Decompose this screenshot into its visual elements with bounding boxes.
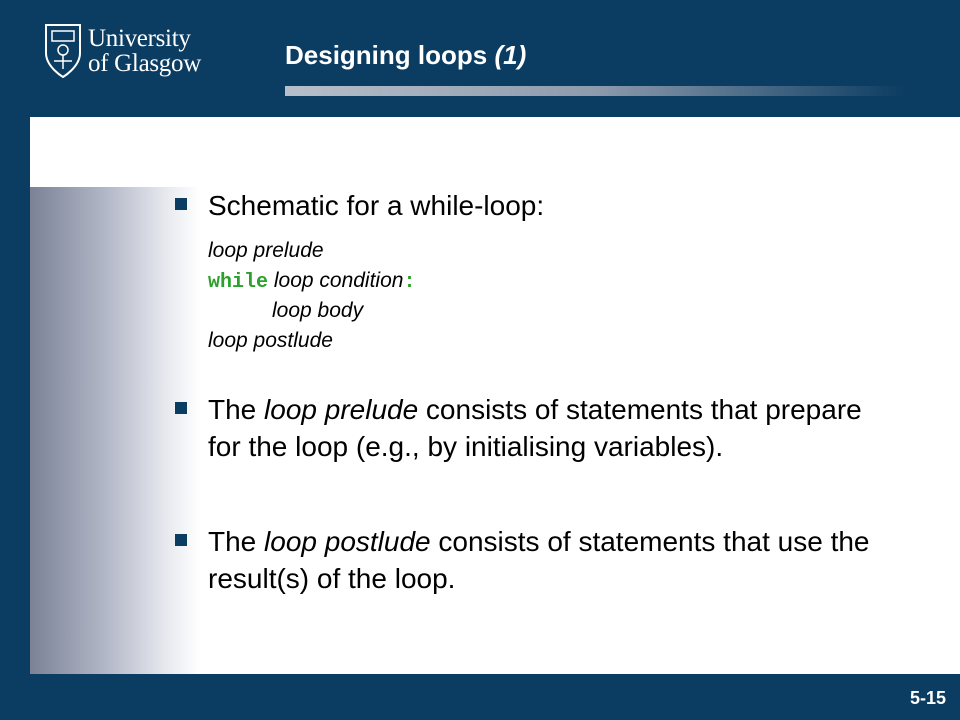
logo-line-2: of Glasgow xyxy=(88,50,201,77)
while-keyword: while xyxy=(208,271,269,294)
title-number: (1) xyxy=(494,40,527,70)
slide-title xyxy=(285,40,526,71)
bullet-square-icon xyxy=(175,198,187,210)
title-main: Designing loops xyxy=(285,40,495,70)
logo-line-1: University xyxy=(88,25,191,52)
bullet-postlude xyxy=(175,523,895,597)
code-line-while xyxy=(208,266,415,296)
title-underline xyxy=(285,86,905,96)
bullet-square-icon xyxy=(175,402,187,414)
loop-body: loop body xyxy=(272,299,364,322)
bullet-prelude xyxy=(175,391,895,465)
page-number: 5-15 xyxy=(909,688,946,708)
loop-condition: loop condition xyxy=(273,269,404,292)
colon: : xyxy=(403,271,416,294)
code-line-body xyxy=(208,296,415,326)
code-line-prelude: loop prelude xyxy=(208,239,324,262)
crest-icon xyxy=(44,23,82,79)
bullet-text-italic: loop postlude xyxy=(264,526,431,557)
bullet-text-part2: consists of statements that use the result(s) of the loop. xyxy=(208,526,870,594)
bullet-text-italic: loop prelude xyxy=(264,394,419,425)
bullet-text-part2: consists of statements that prepare for the loop (e.g., by initialising variables). xyxy=(208,394,862,462)
bullet-text-part1: The xyxy=(208,526,265,557)
bullet-schematic xyxy=(175,187,895,224)
bullet-text-part1: The xyxy=(208,394,265,425)
content-area xyxy=(30,117,960,674)
bullet-text: Schematic for a while-loop: xyxy=(208,190,545,221)
while-loop-schematic xyxy=(208,236,415,356)
university-logo xyxy=(44,22,212,80)
bullet-square-icon xyxy=(175,534,187,546)
code-line-postlude: loop postlude xyxy=(208,329,333,352)
